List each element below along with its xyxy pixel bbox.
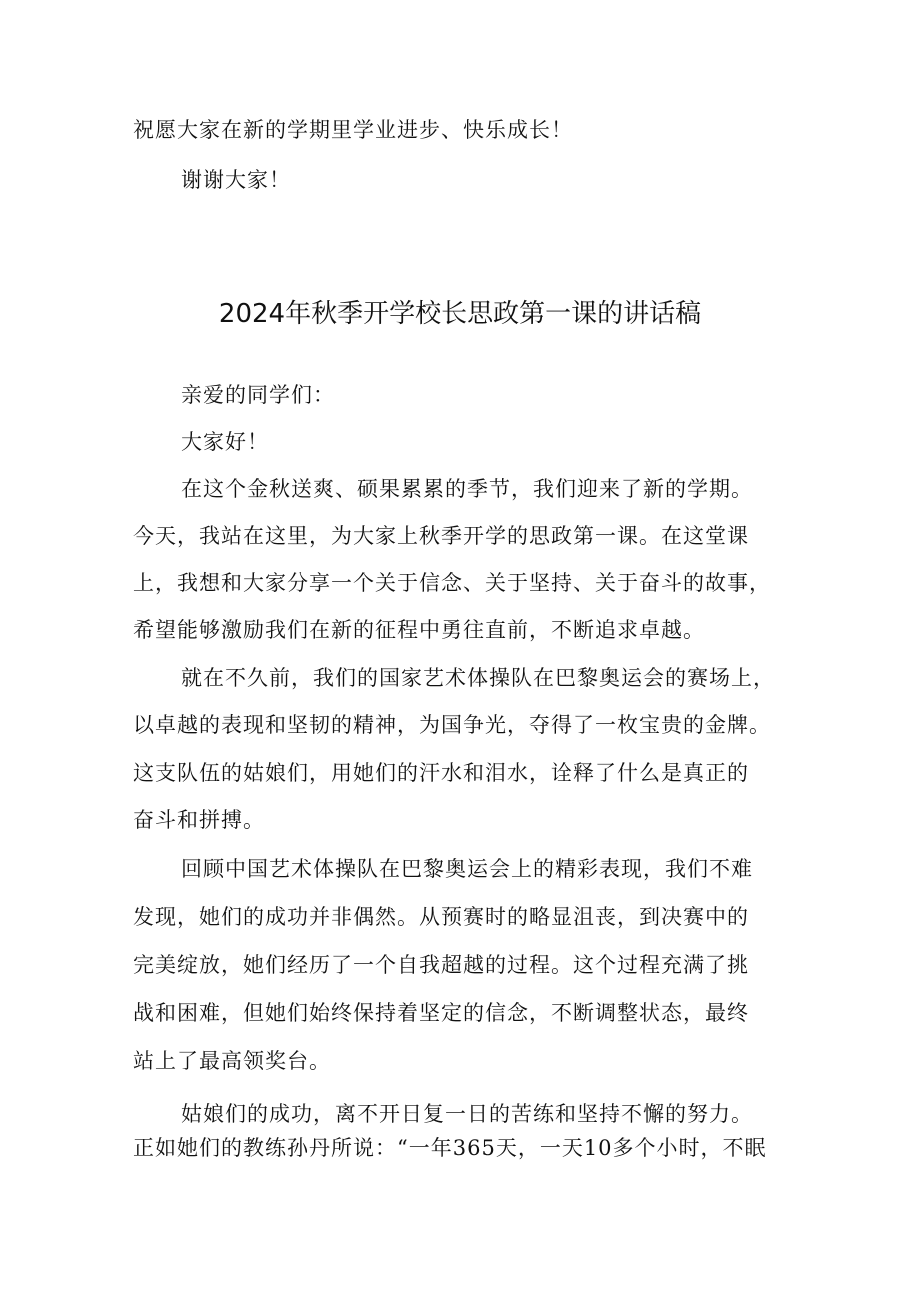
paragraph-2-line-2: 以卓越的表现和坚韧的精神，为国争光，夺得了一枚宝贵的金牌。 bbox=[133, 713, 771, 737]
paragraph-1-line-2: 今天，我站在这里，为大家上秋季开学的思政第一课。在这堂课 bbox=[133, 524, 749, 548]
article-title: 2024年秋季开学校长思政第一课的讲话稿 bbox=[218, 299, 702, 330]
paragraph-1-line-4: 希望能够激励我们在新的征程中勇往直前，不断追求卓越。 bbox=[133, 618, 705, 642]
salutation: 亲爱的同学们： bbox=[181, 383, 335, 407]
paragraph-3-line-5: 站上了最高领奖台。 bbox=[133, 1049, 331, 1073]
paragraph-1-line-1: 在这个金秋送爽、硕果累累的季节，我们迎来了新的学期。 bbox=[181, 477, 753, 501]
thanks-line: 谢谢大家！ bbox=[181, 168, 291, 192]
paragraph-3-line-2: 发现，她们的成功并非偶然。从预赛时的略显沮丧，到决赛中的 bbox=[133, 905, 749, 929]
paragraph-3-line-1: 回顾中国艺术体操队在巴黎奥运会上的精彩表现，我们不难 bbox=[181, 857, 753, 881]
paragraph-3-line-3: 完美绽放，她们经历了一个自我超越的过程。这个过程充满了挑 bbox=[133, 953, 749, 977]
greeting: 大家好！ bbox=[181, 430, 269, 454]
paragraph-2-line-3: 这支队伍的姑娘们，用她们的汗水和泪水，诠释了什么是真正的 bbox=[133, 761, 749, 785]
paragraph-2-line-4: 奋斗和拼搏。 bbox=[133, 808, 265, 832]
paragraph-4-line-1: 姑娘们的成功，离不开日复一日的苦练和坚持不懈的努力。 bbox=[181, 1102, 753, 1126]
paragraph-2-line-1: 就在不久前，我们的国家艺术体操队在巴黎奥运会的赛场上， bbox=[181, 666, 775, 690]
paragraph-1-line-3: 上，我想和大家分享一个关于信念、关于坚持、关于奋斗的故事， bbox=[133, 571, 771, 595]
paragraph-4-line-2: 正如她们的教练孙丹所说：“一年365天，一天10多个小时，不眠 bbox=[133, 1136, 767, 1160]
closing-wish-line: 祝愿大家在新的学期里学业进步、快乐成长！ bbox=[133, 118, 573, 142]
paragraph-3-line-4: 战和困难，但她们始终保持着坚定的信念，不断调整状态，最终 bbox=[133, 1001, 749, 1025]
